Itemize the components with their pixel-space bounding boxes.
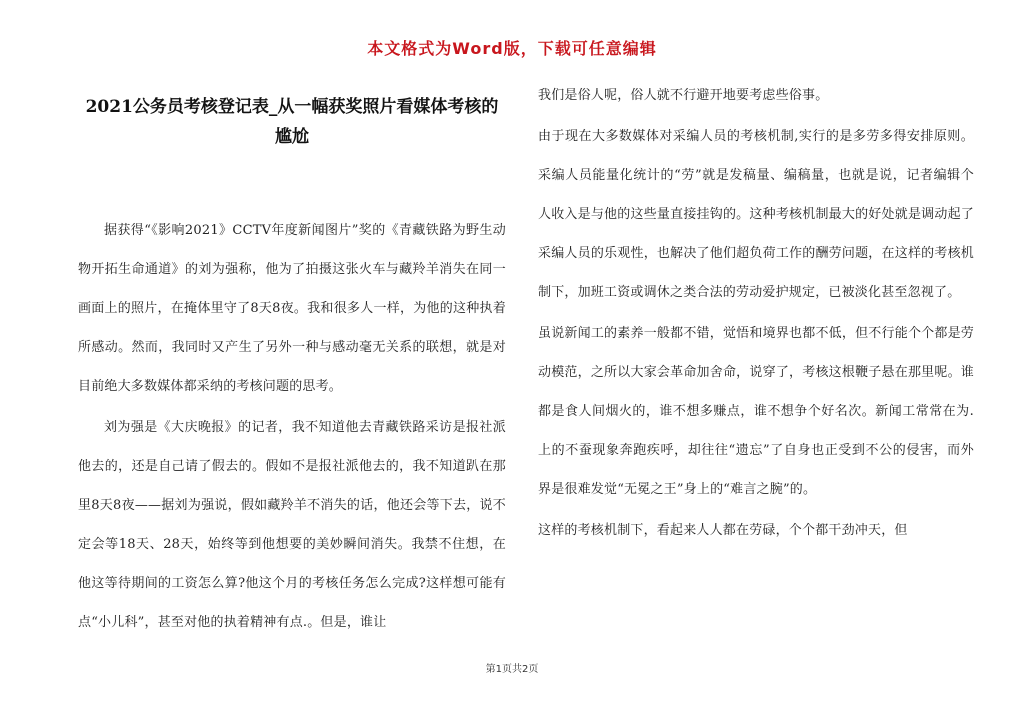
right-body	[538, 76, 974, 550]
download-banner: 本文格式为Word版，下载可任意编辑	[367, 39, 657, 58]
document-title: 2021公务员考核登记表_从一幅获奖照片看媒体考核的尴尬	[85, 97, 499, 147]
body-paragraph: 虽说新闻工的素养一般都不错，觉悟和境界也都不低，但不行能个个都是劳动模范，之所以大家会革命加舍命，说穿了，考核这根鞭子悬在那里呢。谁都是食人间烟火的，谁不想多赚点，谁不想争个好名次。新闻工常常在为.上的不蚕现象奔跑疾呼，却往往“遗忘”了自身也正受到不公的侵害，而外界是很难发觉“无冕之王”身上的“难言之腕”的。	[538, 326, 974, 497]
page-number-footer: 第1页共2页	[485, 664, 539, 675]
left-body	[78, 211, 506, 642]
body-paragraph: 刘为强是《大庆晚报》的记者，我不知道他去青藏铁路采访是报社派他去的，还是自己请了假去的。假如不是报社派他去的，我不知道趴在那里8天8夜——据刘为强说，假如藏羚羊不消失的话，他还会等下去，说不定会等18天、28天，始终等到他想要的美妙瞬间消失。我禁不住想，在他这等待期间的工资怎么算?他这个月的考核任务怎么完成?这样想可能有点“小儿科”，甚至对他的执着精神有点.。但是，谁让	[78, 420, 506, 630]
body-paragraph: 我们是俗人呢，俗人就不行避开地要考虑些俗事。	[538, 88, 829, 103]
body-paragraph: 由于现在大多数媒体对采编人员的考核机制,实行的是多劳多得安排原则。采编人员能量化统计的“劳”就是发稿量、编稿量，也就是说，记者编辑个人收入是与他的这些量直接挂钩的。这种考核机制最大的好处就是调动起了采编人员的乐观性，也解决了他们超负荷工作的酬劳问题，在这样的考核机制下，加班工资或调休之类合法的劳动爱护规定，已被淡化甚至忽视了。	[538, 129, 974, 300]
body-paragraph: 这样的考核机制下，看起来人人都在劳碌，个个都干劲冲天，但	[538, 523, 908, 538]
body-paragraph: 据获得“《影响2021》CCTV年度新闻图片”奖的《青藏铁路为野生动物开拓生命通道》的刘为强称，他为了拍摄这张火车与藏羚羊消失在同一画面上的照片，在掩体里守了8天8夜。我和很多人一样，为他的这种执着所感动。然而，我同时又产生了另外一种与感动毫无关系的联想，就是对目前绝大多数媒体都采纳的考核问题的思考。	[78, 223, 506, 394]
